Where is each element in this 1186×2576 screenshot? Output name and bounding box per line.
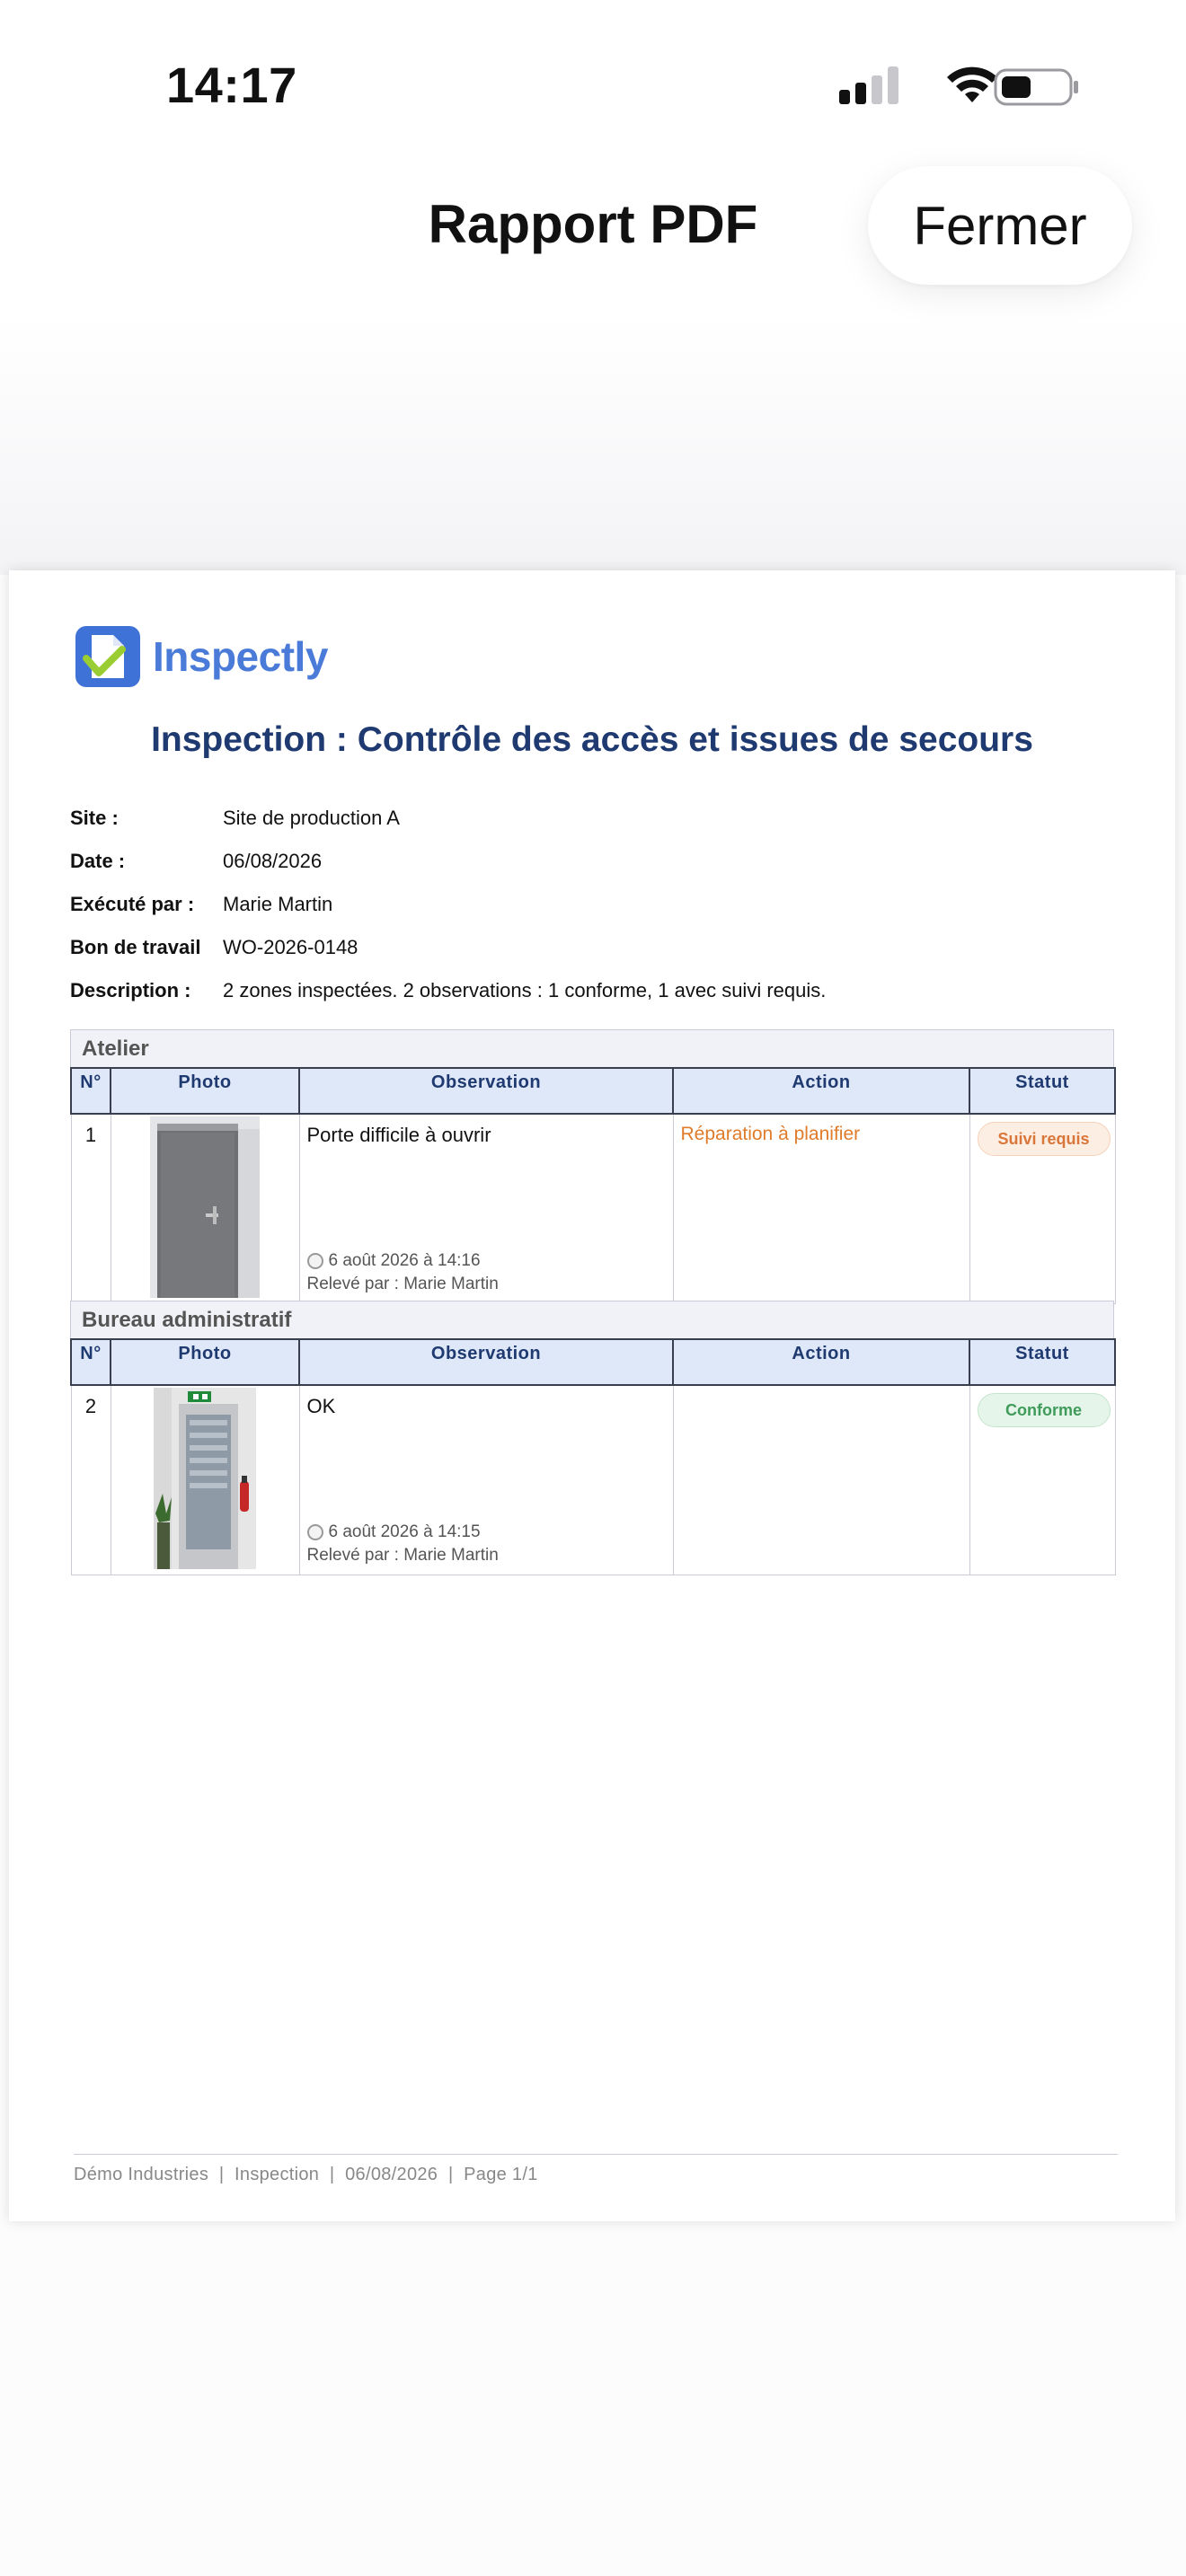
observation-date [307, 1522, 481, 1542]
page-footer: Démo Industries | Inspection | 06/08/2026 | Page 1/1 [74, 2165, 538, 2184]
status-icons [837, 63, 1080, 113]
section-header: Bureau administratif [70, 1301, 1114, 1338]
status-time: 14:17 [166, 57, 297, 113]
column-header: Statut [969, 1068, 1115, 1114]
clock-icon [307, 1524, 323, 1540]
battery-icon [996, 70, 1078, 104]
section-bureau-administratif [70, 1301, 1114, 1575]
observation-date [307, 1251, 481, 1271]
table-header-row [71, 1068, 1115, 1114]
meta-row-description [70, 969, 826, 1012]
row-number: 1 [71, 1114, 111, 1304]
close-button[interactable]: Fermer [868, 166, 1132, 285]
report-title: Inspection : Contrôle des accès et issues de secours [151, 720, 1033, 759]
observation-text: Porte difficile à ouvrir [306, 1124, 491, 1146]
meta-row-work-order [70, 926, 826, 969]
column-header: N° [71, 1339, 111, 1385]
observation-cell [299, 1385, 673, 1575]
observations-table [70, 1338, 1116, 1575]
status-cell [969, 1385, 1115, 1575]
observed-by: Relevé par : Marie Martin [306, 1546, 499, 1565]
meta-row-date [70, 840, 826, 883]
report-metadata [70, 797, 826, 1012]
date-text: 6 août 2026 à 14:16 [328, 1251, 481, 1270]
table-header-row [71, 1339, 1115, 1385]
observed-by: Relevé par : Marie Martin [306, 1275, 499, 1293]
column-header: Observation [299, 1068, 673, 1114]
column-header: Statut [969, 1339, 1115, 1385]
photo-cell [111, 1385, 299, 1575]
column-header: Observation [299, 1339, 673, 1385]
section-atelier [70, 1029, 1114, 1304]
meta-key: Site : [70, 807, 119, 829]
meta-row-site [70, 797, 826, 840]
signal-icon [839, 66, 898, 104]
meta-value: 2 zones inspectées. 2 observations : 1 conforme, 1 avec suivi requis. [223, 979, 827, 1001]
observations-table [70, 1067, 1116, 1304]
table-row [71, 1385, 1115, 1575]
door-photo[interactable] [150, 1116, 260, 1298]
meta-key: Description : [70, 979, 191, 1001]
column-header: Action [673, 1068, 969, 1114]
footer-divider [74, 2154, 1118, 2155]
meta-value: WO-2026-0148 [223, 936, 358, 958]
column-header: Photo [111, 1339, 299, 1385]
page-title: Rapport PDF [428, 194, 758, 254]
door-photo[interactable] [154, 1388, 256, 1569]
wifi-icon [947, 67, 997, 102]
observation-text: OK [306, 1395, 336, 1417]
action-cell [673, 1385, 969, 1575]
meta-key: Exécuté par : [70, 893, 195, 915]
meta-row-executor [70, 883, 826, 926]
meta-value: Site de production A [223, 807, 400, 829]
action-text: Réparation à planifier [680, 1124, 861, 1144]
meta-key: Bon de travail [70, 936, 201, 958]
meta-value: Marie Martin [223, 893, 333, 915]
section-header: Atelier [70, 1029, 1114, 1067]
status-badge: Conforme [978, 1393, 1111, 1427]
observation-cell [299, 1114, 673, 1304]
date-text: 6 août 2026 à 14:15 [328, 1522, 481, 1541]
status-cell [969, 1114, 1115, 1304]
status-badge: Suivi requis [978, 1122, 1111, 1156]
action-cell [673, 1114, 969, 1304]
meta-key: Date : [70, 850, 126, 872]
column-header: N° [71, 1068, 111, 1114]
brand-logo [75, 626, 328, 687]
document-check-icon [75, 626, 140, 687]
table-row [71, 1114, 1115, 1304]
clock-icon [307, 1253, 323, 1269]
pdf-page[interactable] [9, 570, 1175, 2221]
row-number: 2 [71, 1385, 111, 1575]
column-header: Photo [111, 1068, 299, 1114]
meta-value: 06/08/2026 [223, 850, 323, 872]
brand-name: Inspectly [153, 633, 328, 680]
photo-cell [111, 1114, 299, 1304]
column-header: Action [673, 1339, 969, 1385]
